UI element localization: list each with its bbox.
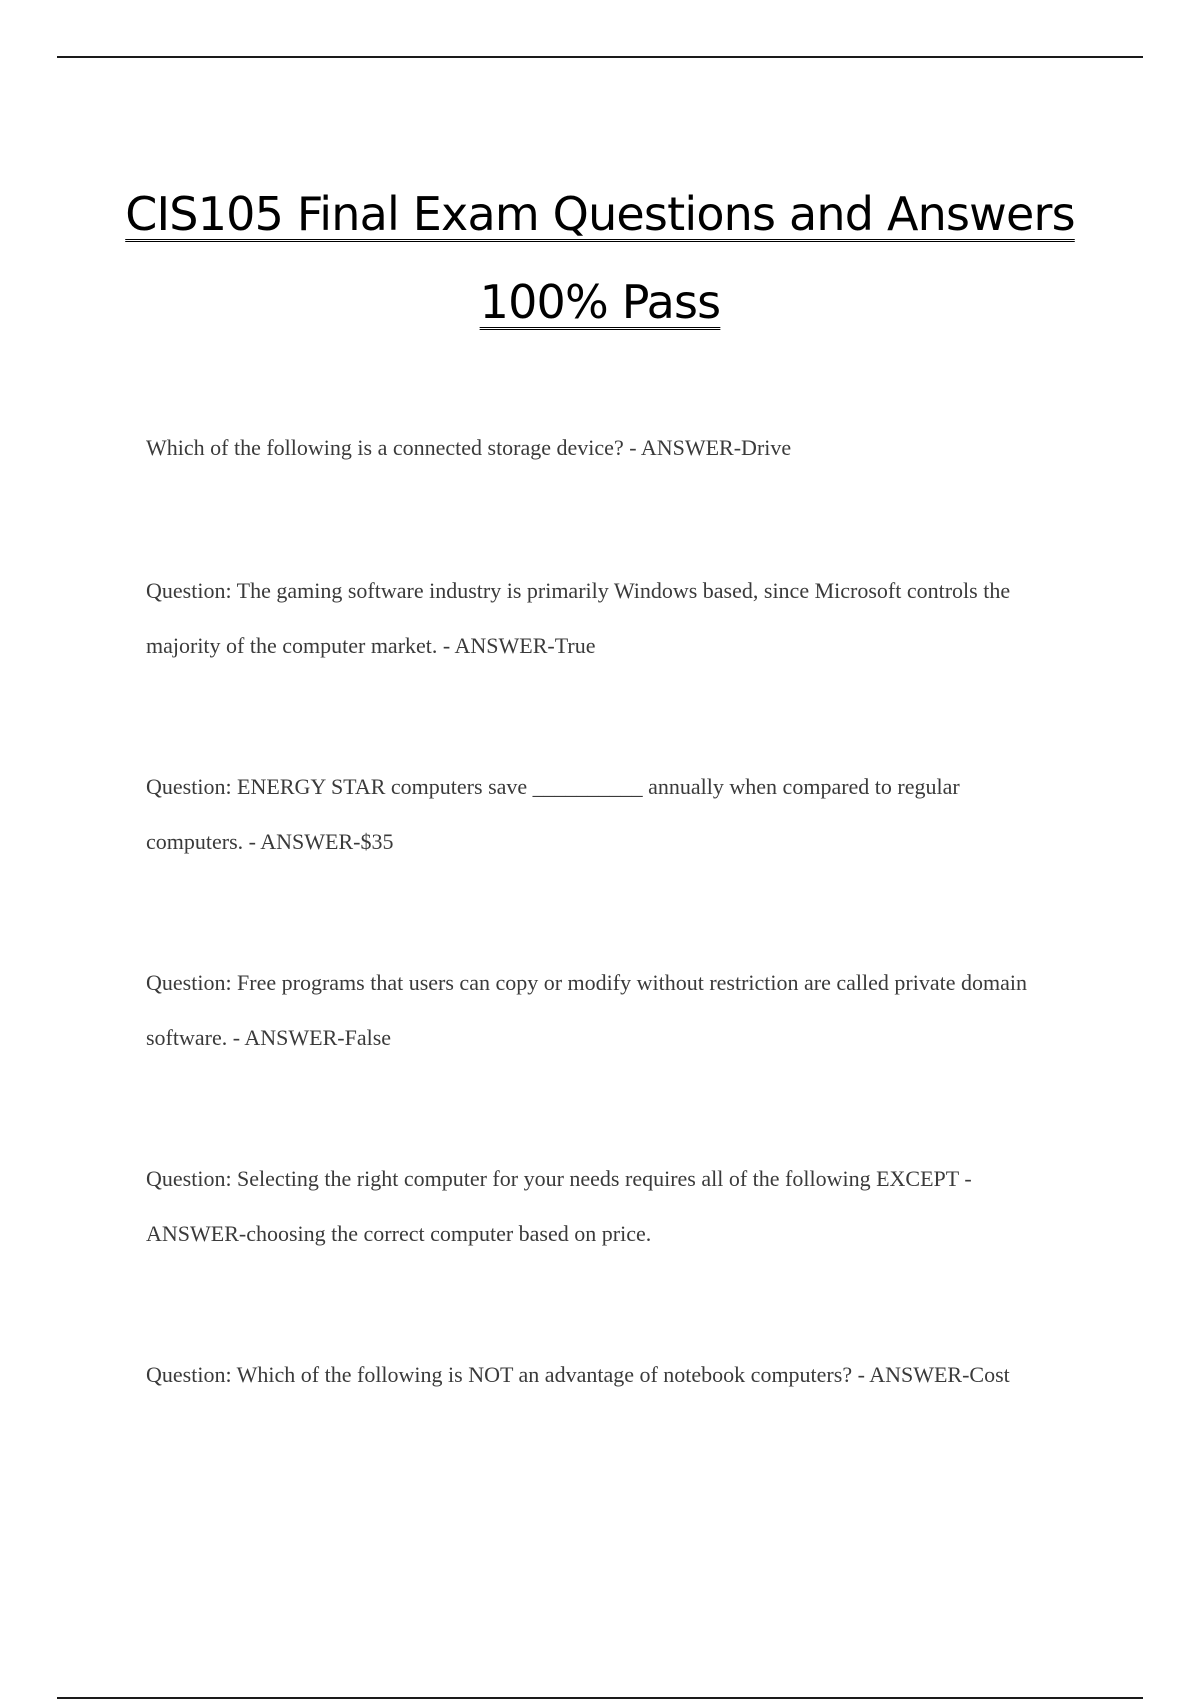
qa-item-1 (146, 420, 1046, 475)
separator: - (623, 435, 641, 460)
separator: - (437, 633, 455, 658)
qa-item-2 (146, 563, 1046, 673)
answer-text: ANSWER-True (454, 633, 596, 658)
question-text: Which of the following is a connected storage device? (146, 435, 624, 460)
separator: - (243, 829, 261, 854)
qa-item-4 (146, 955, 1046, 1065)
separator: - (958, 1166, 972, 1191)
answer-text: ANSWER-Drive (640, 435, 792, 460)
answer-text: ANSWER-$35 (260, 829, 394, 854)
bottom-divider (57, 1697, 1143, 1699)
title-line-2: 100% Pass (479, 275, 721, 329)
answer-text: ANSWER-False (244, 1025, 392, 1050)
answer-text: ANSWER-Cost (869, 1362, 1010, 1387)
question-text: Question: The gaming software industry is primarily Windows based, since Microsoft controls the majority of the computer market. (146, 578, 1011, 658)
answer-text: ANSWER-choosing the correct computer based on price. (146, 1221, 652, 1246)
title-line-1: CIS105 Final Exam Questions and Answers (125, 187, 1075, 241)
question-text: Question: Which of the following is NOT an advantage of notebook computers? (146, 1362, 853, 1387)
question-text: Question: Free programs that users can copy or modify without restriction are called private domain software. (146, 970, 1027, 1050)
separator: - (227, 1025, 245, 1050)
qa-item-6 (146, 1347, 1046, 1402)
top-divider (57, 56, 1143, 58)
document-title (0, 170, 1200, 346)
qa-item-3 (146, 759, 1046, 869)
question-text: Question: Selecting the right computer for your needs requires all of the following EXCEPT (146, 1166, 959, 1191)
question-text: Question: ENERGY STAR computers save __________ annually when compared to regular computers. (146, 774, 960, 854)
qa-item-5 (146, 1151, 1046, 1261)
separator: - (852, 1362, 870, 1387)
